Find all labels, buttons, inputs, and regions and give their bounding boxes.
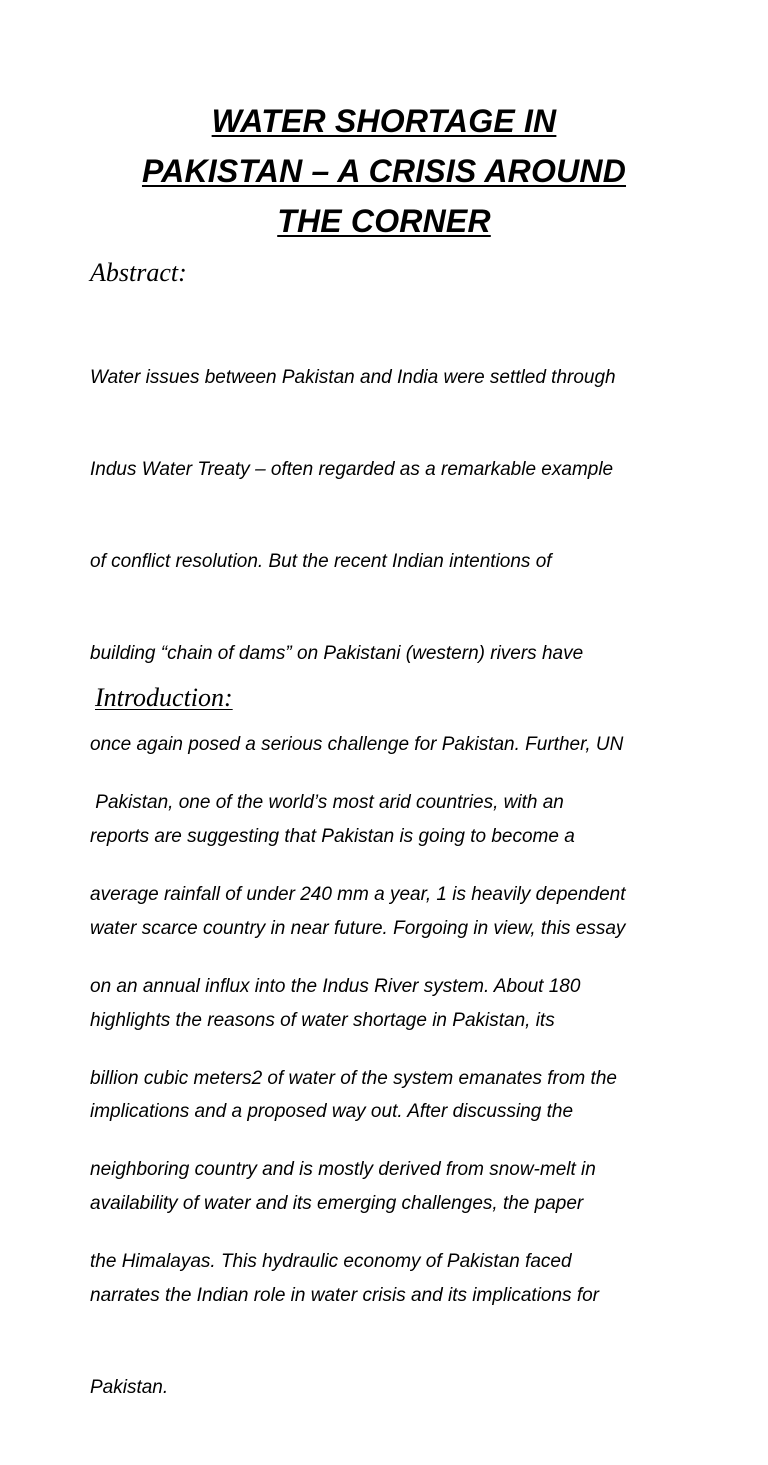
text-line: reports are suggesting that Pakistan is going to become a (90, 826, 575, 848)
text-line: Pakistan. (90, 1376, 169, 1398)
text-line: Pakistan, one of the world’s most arid countries, with an (90, 792, 564, 814)
title-line: THE CORNER (277, 203, 491, 239)
text-line: the Himalayas. This hydraulic economy of Pakistan faced (90, 1251, 572, 1273)
text-line: implications and a proposed way out. After discussing the (90, 1101, 574, 1123)
text-line: billion cubic meters2 of water of the system emanates from the (90, 1067, 617, 1089)
introduction-heading: Introduction: (95, 683, 233, 712)
text-line: Indus Water Treaty – often regarded as a remarkable example (90, 458, 614, 480)
text-line: highlights the reasons of water shortage in Pakistan, its (90, 1009, 555, 1031)
text-line: once again posed a serious challenge for Pakistan. Further, UN (90, 734, 624, 756)
text-line: neighboring country and is mostly derived from snow-melt in (90, 1159, 596, 1181)
text-line: availability of water and its emerging challenges, the paper (90, 1193, 584, 1215)
text-line: of conflict resolution. But the recent Indian intentions of (90, 550, 552, 572)
text-line: average rainfall of under 240 mm a year, 1 is heavily dependent (90, 883, 626, 905)
title-line: WATER SHORTAGE IN (211, 103, 557, 139)
text-line: Water issues between Pakistan and India were settled through (90, 367, 616, 389)
text-line: on an annual influx into the Indus River system. About 180 (90, 975, 581, 997)
title-line: PAKISTAN – A CRISIS AROUND (141, 153, 627, 189)
text-line: building “chain of dams” on Pakistani (western) rivers have (90, 642, 584, 664)
abstract-heading: Abstract: (90, 258, 187, 287)
document-title (60, 96, 708, 246)
text-line: narrates the Indian role in water crisis and its implications for (90, 1285, 600, 1306)
text-line: water scarce country in near future. Forgoing in view, this essay (90, 917, 626, 939)
introduction-paragraph (90, 727, 626, 1339)
